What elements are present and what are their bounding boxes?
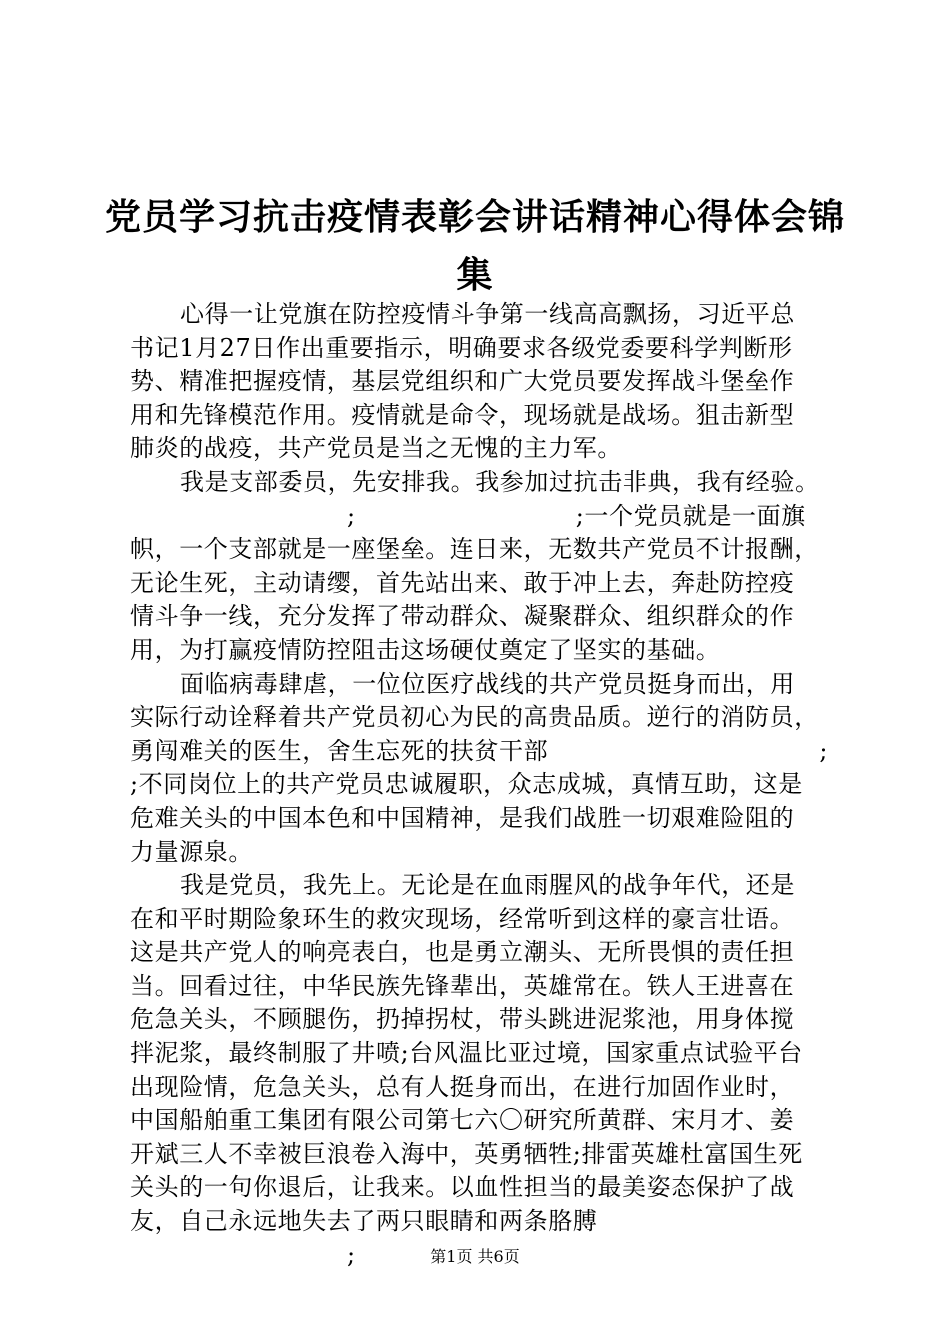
paragraph-line: 我是党员，我先上。无论是在血雨腥风的战争年代，还是	[180, 871, 795, 900]
title-line-2: 集	[456, 254, 494, 296]
line-fragment: 勇闯难关的医生，舍生忘死的扶贫干部	[130, 736, 549, 765]
line-fragment: ;一个党员就是一面旗	[575, 501, 806, 530]
paragraph-line: 危难关头的中国本色和中国精神，是我们战胜一切艰难险阻的	[130, 803, 795, 832]
title-line-1: 党员学习抗击疫情表彰会讲话精神心得体会锦	[104, 196, 845, 238]
paragraph-line: 这是共产党人的响亮表白，也是勇立潮头、无所畏惧的责任担	[130, 938, 795, 967]
paragraph-line: 中国船舶重工集团有限公司第七六〇研究所黄群、宋月才、姜	[130, 1106, 795, 1135]
paragraph-line: 关头的一句你退后，让我来。以血性担当的最美姿态保护了战	[130, 1173, 795, 1202]
document-body	[130, 298, 840, 1272]
paragraph-line: 我是支部委员，先安排我。我参加过抗击非典，我有经验。	[180, 467, 820, 496]
paragraph-line: ;不同岗位上的共产党员忠诚履职，众志成城，真情互助，这是	[130, 770, 803, 799]
paragraph-line: 出现险情，危急关头，总有人挺身而出，在进行加固作业时，	[130, 1072, 795, 1101]
paragraph-line: 肺炎的战疫，共产党员是当之无愧的主力军。	[130, 434, 622, 463]
paragraph-line	[130, 500, 840, 534]
paragraph-line: 面临病毒肆虐，一位位医疗战线的共产党员挺身而出，用	[180, 669, 795, 698]
paragraph-line: 危急关头，不顾腿伤，扔掉拐杖，带头跳进泥浆池，用身体搅	[130, 1005, 795, 1034]
semicolon-fragment: ;	[819, 736, 828, 765]
paragraph-line: 力量源泉。	[130, 837, 253, 866]
paragraph-line: 无论生死，主动请缨，首先站出来、敢于冲上去，奔赴防控疫	[130, 568, 795, 597]
page-footer: 第1页 共6页	[430, 1247, 520, 1266]
paragraph-line: 实际行动诠释着共产党员初心为民的高贵品质。逆行的消防员，	[130, 703, 819, 732]
paragraph-line	[130, 735, 840, 769]
semicolon-fragment: ;	[347, 501, 356, 530]
paragraph-line: 书记1月27日作出重要指示，明确要求各级党委要科学判断形	[130, 333, 793, 362]
paragraph-line: 拌泥浆，最终制服了井喷;台风温比亚过境，国家重点试验平台	[130, 1039, 803, 1068]
paragraph-line: 友，自己永远地失去了两只眼睛和两条胳膊	[130, 1207, 598, 1236]
paragraph-line: 开斌三人不幸被巨浪卷入海中，英勇牺牲;排雷英雄杜富国生死	[130, 1139, 803, 1168]
paragraph-line: ;	[347, 1240, 356, 1269]
paragraph-line: 当。回看过往，中华民族先锋辈出，英雄常在。铁人王进喜在	[130, 971, 795, 1000]
paragraph-line: 帜，一个支部就是一座堡垒。连日来，无数共产党员不计报酬，	[130, 535, 819, 564]
paragraph-line: 用和先锋模范作用。疫情就是命令，现场就是战场。狙击新型	[130, 400, 795, 429]
paragraph-line: 势、精准把握疫情，基层党组织和广大党员要发挥战斗堡垒作	[130, 367, 795, 396]
paragraph-line: 情斗争一线，充分发挥了带动群众、凝聚群众、组织群众的作	[130, 602, 795, 631]
paragraph-line: 在和平时期险象环生的救灾现场，经常听到这样的豪言壮语。	[130, 904, 795, 933]
document-title	[100, 188, 850, 304]
paragraph-line: 用，为打赢疫情防控阻击这场硬仗奠定了坚实的基础。	[130, 635, 721, 664]
paragraph-line: 心得一让党旗在防控疫情斗争第一线高高飘扬，习近平总	[180, 300, 795, 328]
